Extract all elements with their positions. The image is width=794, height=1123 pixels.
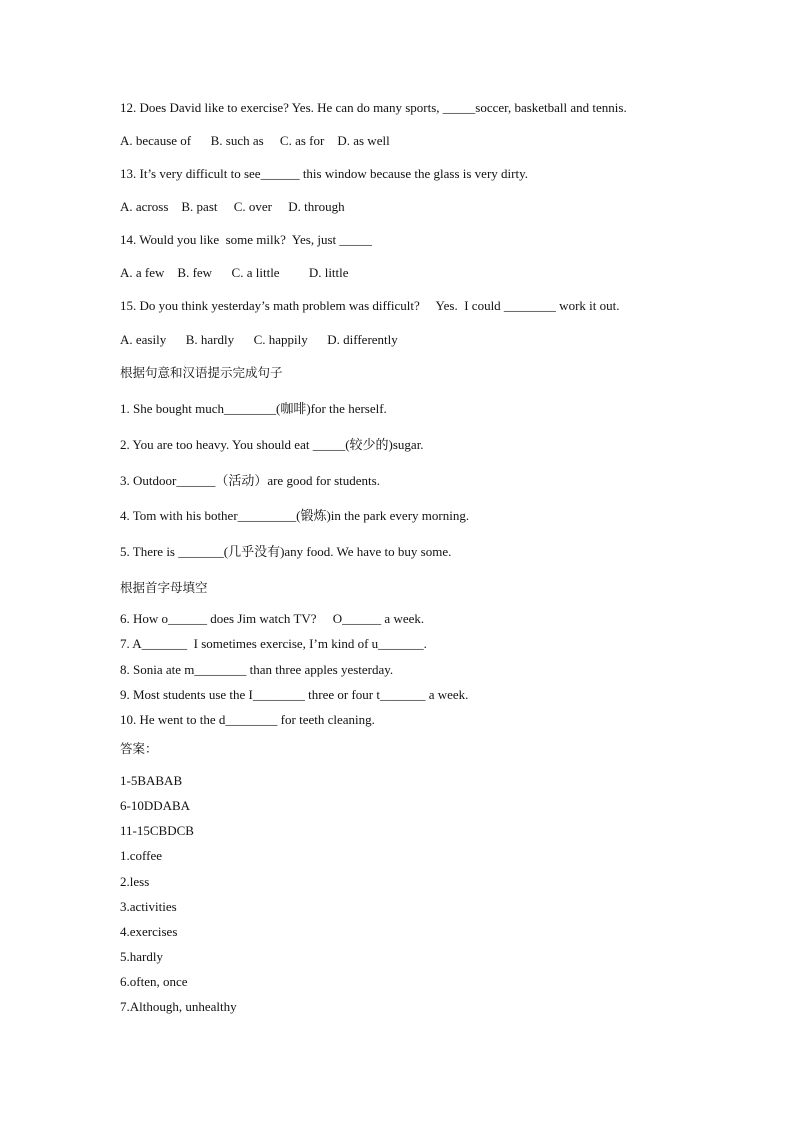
- hint-item-2: 2. You are too heavy. You should eat _____(较少的)sugar.: [120, 437, 424, 452]
- answer-line-5: 2.less: [120, 874, 150, 889]
- question-14-options: A. a few B. few C. a little D. little: [120, 265, 349, 280]
- hint-item-4: 4. Tom with his bother_________(锻炼)in the park every morning.: [120, 508, 470, 523]
- hint-item-3: 3. Outdoor______（活动）are good for students.: [120, 473, 380, 488]
- answer-line-3: 11-15CBDCB: [120, 823, 194, 838]
- question-15: 15. Do you think yesterday’s math problem was difficult? Yes. I could ________ work it out.: [120, 298, 620, 313]
- answer-line-6: 3.activities: [120, 899, 177, 914]
- question-13-options: A. across B. past C. over D. through: [120, 199, 345, 214]
- question-12: 12. Does David like to exercise? Yes. He can do many sports, _____soccer, basketball and tennis.: [120, 100, 627, 115]
- letter-item-6: 6. How o______ does Jim watch TV? O______ a week.: [120, 611, 425, 626]
- letter-item-8: 8. Sonia ate m________ than three apples yesterday.: [120, 662, 394, 677]
- answer-line-9: 6.often, once: [120, 974, 188, 989]
- answers-title: 答案：: [120, 741, 158, 756]
- letter-item-10: 10. He went to the d________ for teeth cleaning.: [120, 712, 375, 727]
- question-14: 14. Would you like some milk? Yes, just _____: [120, 232, 372, 247]
- answer-line-1: 1-5BABAB: [120, 773, 183, 788]
- answer-line-2: 6-10DDABA: [120, 798, 191, 813]
- answer-line-8: 5.hardly: [120, 949, 163, 964]
- question-13: 13. It’s very difficult to see______ this window because the glass is very dirty.: [120, 166, 528, 181]
- question-12-options: A. because of B. such as C. as for D. as well: [120, 133, 390, 148]
- hint-item-1: 1. She bought much________(咖啡)for the herself.: [120, 401, 387, 416]
- answer-line-4: 1.coffee: [120, 848, 162, 863]
- section-letter-title: 根据首字母填空: [120, 580, 208, 595]
- answer-line-10: 7.Although, unhealthy: [120, 999, 237, 1014]
- question-15-options: A. easily B. hardly C. happily D. differently: [120, 332, 398, 347]
- letter-item-9: 9. Most students use the I________ three or four t_______ a week.: [120, 687, 469, 702]
- answer-line-7: 4.exercises: [120, 924, 178, 939]
- hint-item-5: 5. There is _______(几乎没有)any food. We have to buy some.: [120, 544, 452, 559]
- section-hint-title: 根据句意和汉语提示完成句子: [120, 365, 283, 380]
- letter-item-7: 7. A_______ I sometimes exercise, I’m kind of u_______.: [120, 636, 427, 651]
